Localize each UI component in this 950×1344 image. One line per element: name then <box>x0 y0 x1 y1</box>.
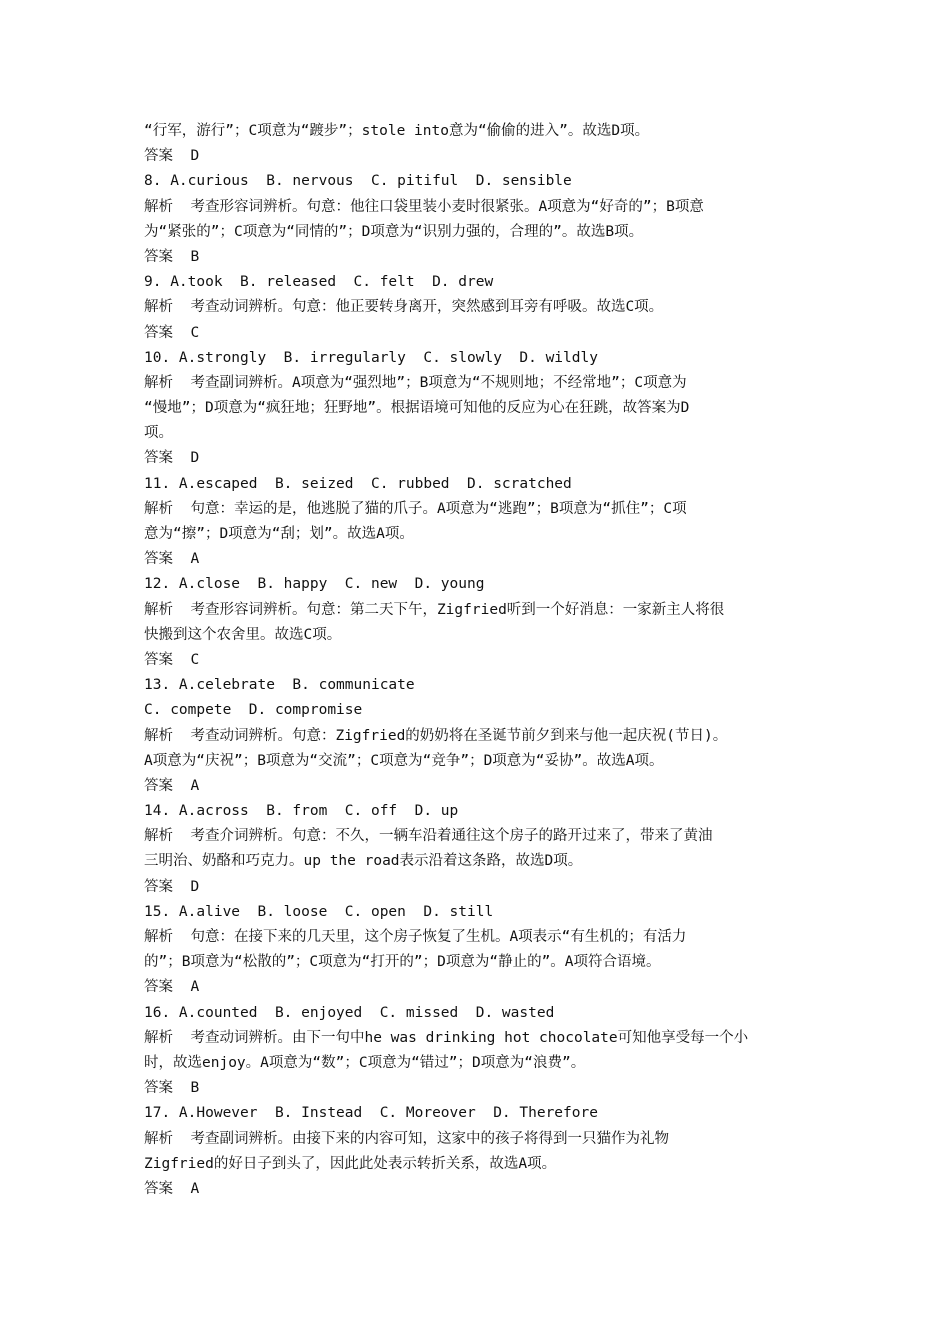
analysis-line: Zigfried的好日子到头了，因此此处表示转折关系，故选A项。 <box>144 1155 557 1172</box>
question-options: 10. A.strongly B. irregularly C. slowly D. wildly <box>144 349 598 366</box>
answer-line: 答案 B <box>144 1080 200 1097</box>
analysis-line: 意为“擦”；D项意为“刮；划”。故选A项。 <box>144 526 414 542</box>
answer-line: 答案 D <box>144 878 200 895</box>
question-options: 11. A.escaped B. seized C. rubbed D. scratched <box>144 475 572 492</box>
question-options: C. compete D. compromise <box>144 702 363 719</box>
analysis-line: “慢地”；D项意为“疯狂地；狂野地”。根据语境可知他的反应为心在狂跳，故答案为D <box>144 400 690 417</box>
analysis-line: 解析 考查动词辨析。句意：Zigfried的奶奶将在圣诞节前夕到来与他一起庆祝(节日)。 <box>144 727 728 744</box>
analysis-line: 解析 考查介词辨析。句意：不久，一辆车沿着通往这个房子的路开过来了，带来了黄油 <box>144 828 713 845</box>
answer-line: 答案 D <box>144 450 200 467</box>
analysis-line: 解析 考查副词辨析。A项意为“强烈地”；B项意为“不规则地；不经常地”；C项意为 <box>144 374 687 391</box>
analysis-line: 快搬到这个农舍里。故选C项。 <box>144 626 342 643</box>
analysis-line: 解析 考查形容词辨析。句意：他往口袋里装小麦时很紧张。A项意为“好奇的”；B项意 <box>144 198 704 215</box>
answer-line: 答案 A <box>144 979 200 996</box>
answer-line: 答案 A <box>144 1180 200 1197</box>
answer-line: 答案 C <box>144 324 200 341</box>
analysis-line: 项。 <box>144 425 173 442</box>
question-options: 16. A.counted B. enjoyed C. missed D. wasted <box>144 1004 555 1021</box>
document-page <box>144 119 824 1202</box>
analysis-line: 解析 句意：在接下来的几天里，这个房子恢复了生机。A项表示“有生机的；有活力 <box>144 929 687 945</box>
question-options: 14. A.across B. from C. off D. up <box>144 803 459 820</box>
analysis-line: 解析 考查副词辨析。由接下来的内容可知，这家中的孩子将得到一只猫作为礼物 <box>144 1130 669 1147</box>
analysis-line: 为“紧张的”；C项意为“同情的”；D项意为“识别力强的，合理的”。故选B项。 <box>144 223 644 240</box>
question-options: 8. A.curious B. nervous C. pitiful D. sensible <box>144 173 572 190</box>
text-line: “行军，游行”；C项意为“踱步”；stole into意为“偷偷的进入”。故选D项。 <box>144 123 650 139</box>
question-options: 15. A.alive B. loose C. open D. still <box>144 903 494 920</box>
analysis-line: 解析 考查动词辨析。句意：他正要转身离开，突然感到耳旁有呼吸。故选C项。 <box>144 299 664 316</box>
question-options: 12. A.close B. happy C. new D. young <box>144 576 485 593</box>
question-options: 9. A.took B. released C. felt D. drew <box>144 274 494 291</box>
analysis-line: A项意为“庆祝”；B项意为“交流”；C项意为“竞争”；D项意为“妥协”。故选A项。 <box>144 752 664 769</box>
answer-line: 答案 C <box>144 651 200 668</box>
analysis-line: 的”；B项意为“松散的”；C项意为“打开的”；D项意为“静止的”。A项符合语境。 <box>144 954 661 971</box>
answer-line: 答案 D <box>144 148 200 165</box>
analysis-line: 解析 考查动词辨析。由下一句中he was drinking hot chocolate可知他享受每一个小 <box>144 1029 749 1046</box>
analysis-line: 时，故选enjoy。A项意为“数”；C项意为“错过”；D项意为“浪费”。 <box>144 1054 586 1071</box>
answer-line: 答案 A <box>144 551 200 568</box>
question-options: 13. A.celebrate B. communicate <box>144 677 415 694</box>
answer-line: 答案 A <box>144 777 200 794</box>
analysis-line: 三明治、奶酪和巧克力。up the road表示沿着这条路，故选D项。 <box>144 853 583 870</box>
analysis-line: 解析 句意：幸运的是，他逃脱了猫的爪子。A项意为“逃跑”；B项意为“抓住”；C项 <box>144 500 687 517</box>
analysis-line: 解析 考查形容词辨析。句意：第二天下午，Zigfried听到一个好消息：一家新主人将很 <box>144 601 725 618</box>
question-options: 17. A.However B. Instead C. Moreover D. Therefore <box>144 1105 598 1122</box>
answer-line: 答案 B <box>144 248 200 265</box>
